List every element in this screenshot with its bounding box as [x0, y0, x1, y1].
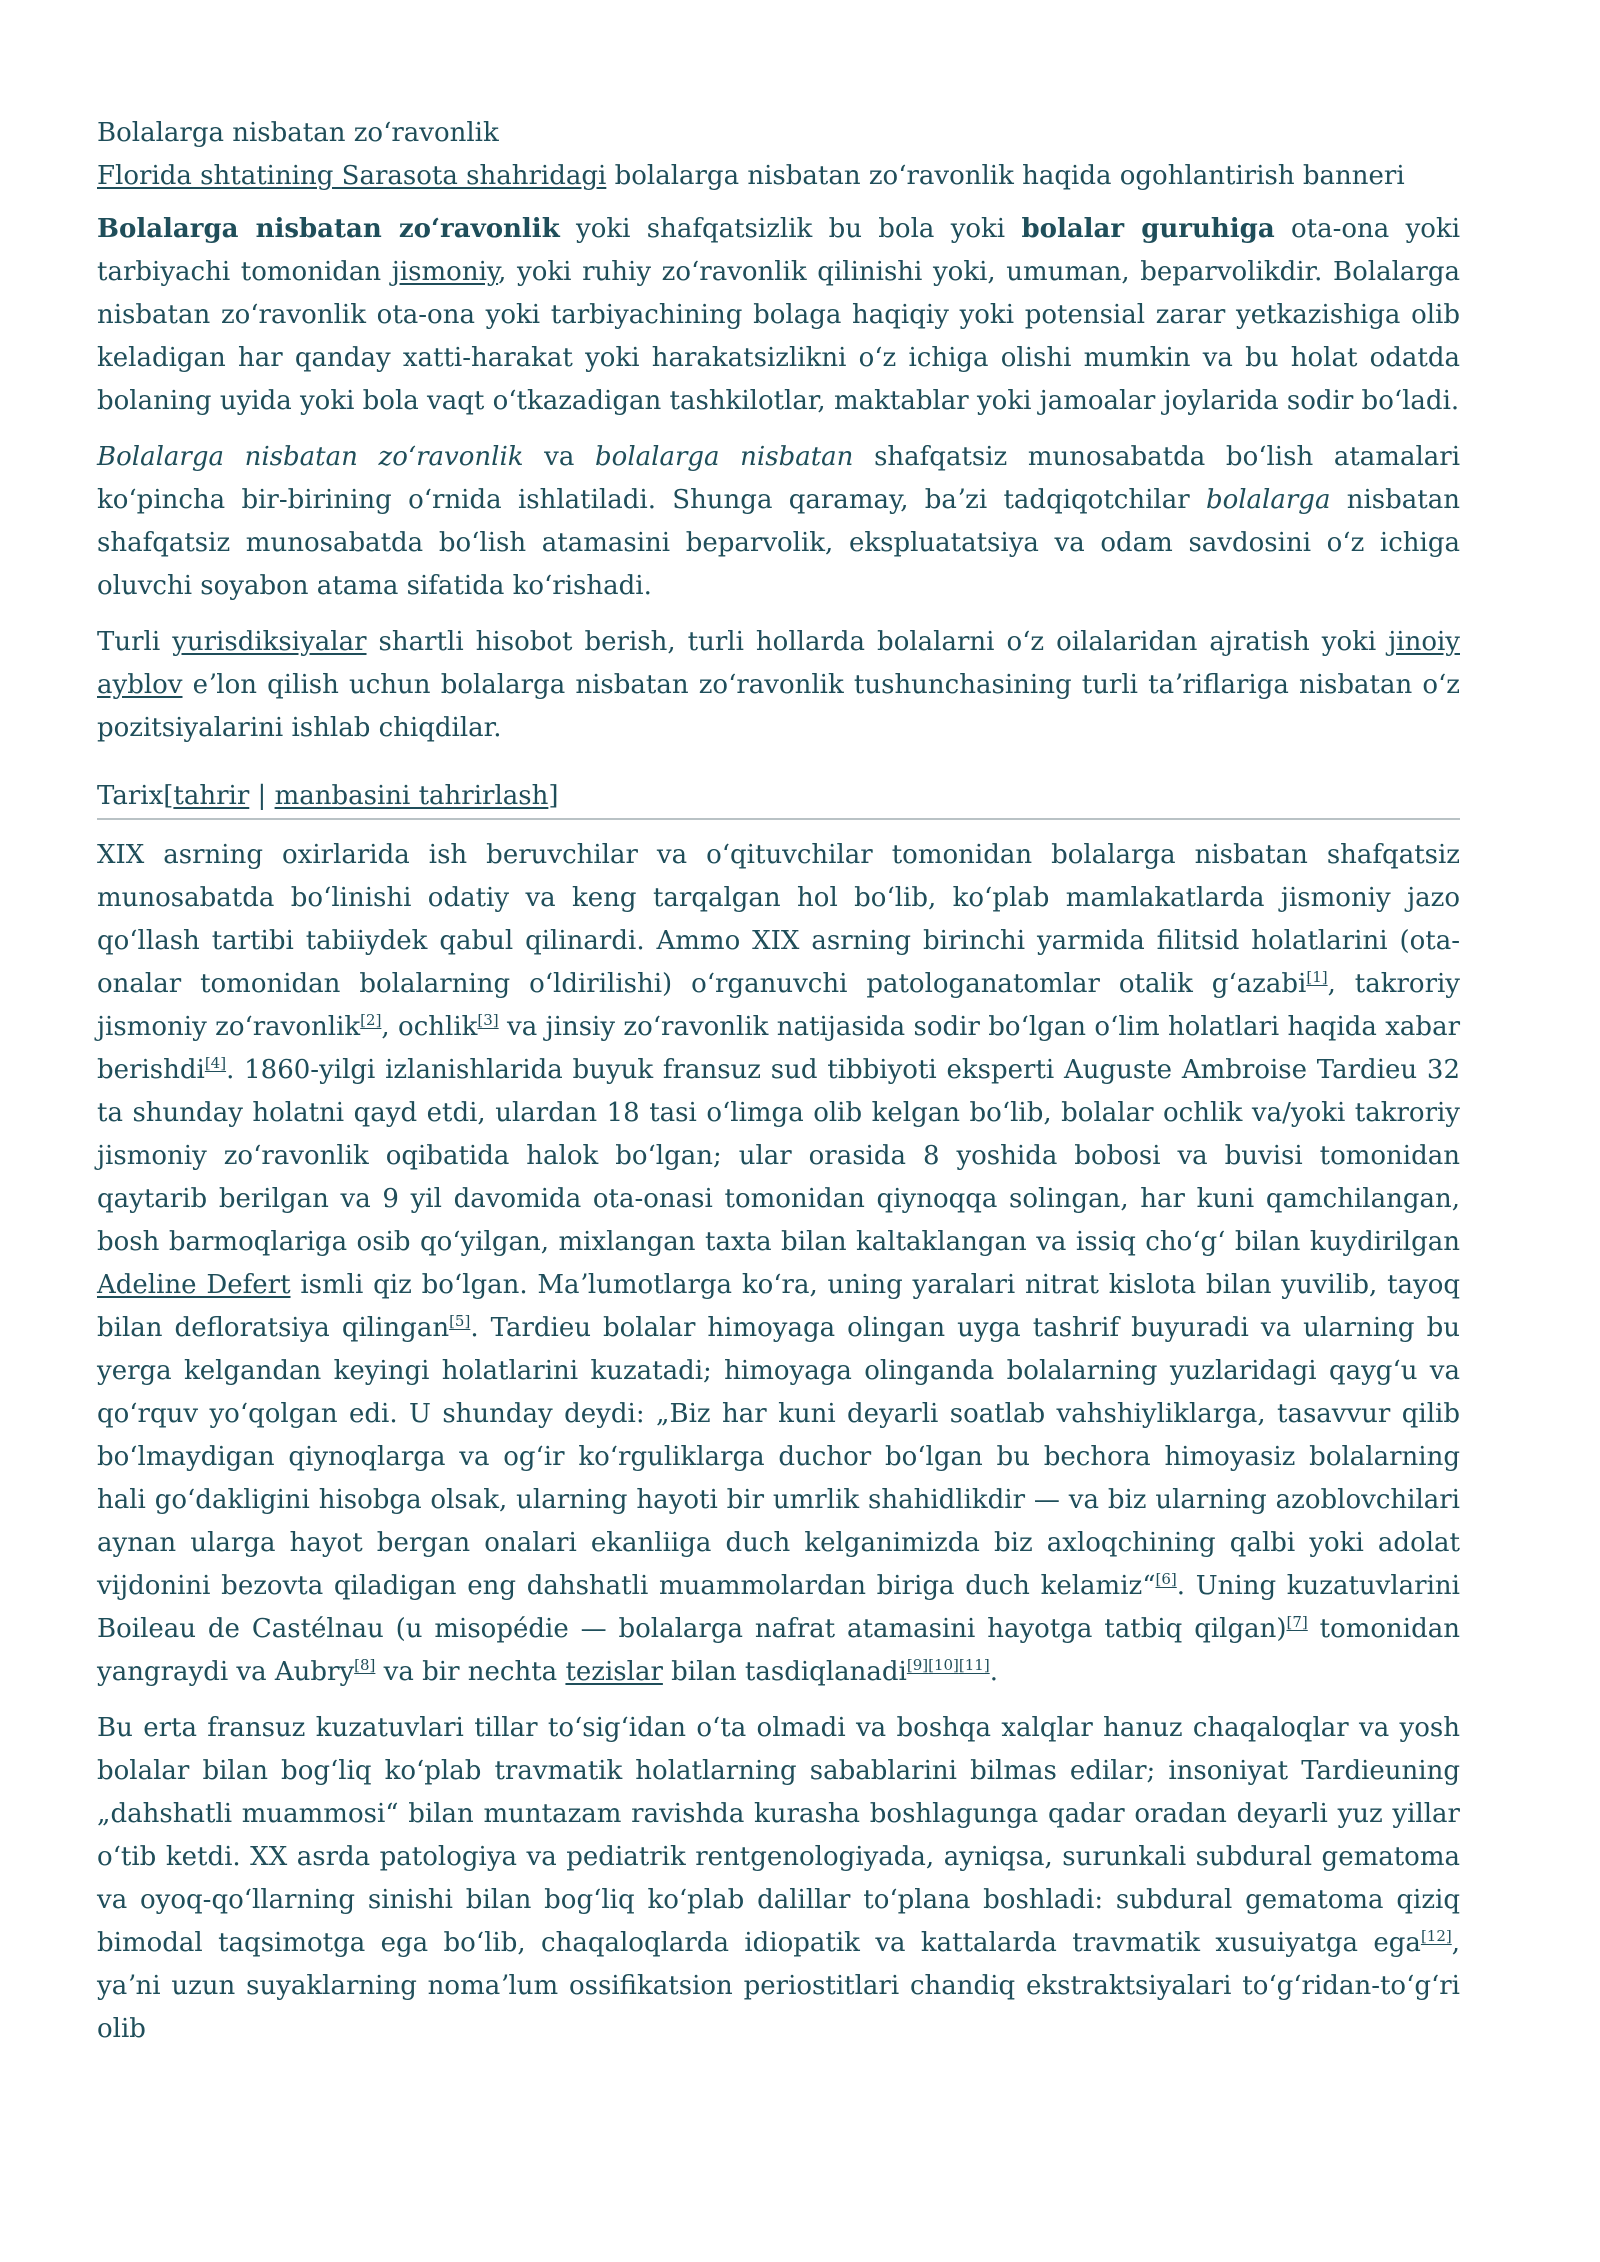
text-span: va bir nechta: [375, 1657, 566, 1687]
section-title: Tarix: [97, 781, 164, 811]
caption-link-sarasota[interactable]: Florida shtatining Sarasota shahridagi: [97, 161, 607, 191]
citation-link-12[interactable]: [12]: [1420, 1927, 1452, 1945]
article-title: Bolalarga nisbatan zoʻravonlik: [97, 118, 499, 148]
text-span: eʼlon qilish uchun bolalarga nisbatan zoʻravonlik tushunchasining turli taʼriflariga nisbatan oʻz pozitsiyalarini ishlab chiqdilar.: [97, 670, 1460, 743]
text-span: nisbatan shafqatsiz munosabatda boʻlish atamasini beparvolik, ekspluatatsiya va odam savdosini oʻz ichiga oluvchi soyabon atama sifatida koʻrishadi.: [97, 485, 1460, 601]
text-span: . Uning kuzatuvlarini Boileau de Castélnau (u misopédie — bolalarga nafrat atamasini hayotga tatbiq qilgan): [97, 1571, 1460, 1644]
citation-link-5[interactable]: [5]: [449, 1312, 471, 1330]
text-span: shafqatsiz munosabatda boʻlish atamalari koʻpincha bir-birining oʻrnida ishlatiladi. Shunga qaramay, baʼzi tadqiqotchilar: [97, 442, 1461, 515]
section-heading-tarix: [97, 775, 1460, 820]
citation-link-1[interactable]: [1]: [1306, 968, 1328, 986]
text-span: yoki shafqatsizlik bu bola yoki: [559, 214, 1022, 244]
citation-ref: [477, 1011, 498, 1029]
text-span: . Tardieu bolalar himoyaga olingan uyga tashrif buyuradi va ularning bu yerga kelgandan keyingi holatlarini kuzatadi; himoyaga olinganda bolalarning yuzlaridagi qaygʻu va qoʻrquv yoʻqolgan edi. U shunday deydi: „Biz har kuni deyarli soatlab vahshiyliklarga, tasavvur qilib boʻlmaydigan qiynoqlarga va ogʻir koʻrguliklarga duchor boʻlgan bu bechora himoyasiz bolalarning hali goʻdakligini hisobga olsak, ularning hayoti bir umrlik shahidlikdir — va biz ularning azoblovchilari aynan ularga hayot bergan onalari ekanliiga duch kelganimizda biz axloqchining qalbi yoki adolat vijdonini bezovta qiladigan eng dahshatli muammolardan biriga duch kelamiz“: [97, 1313, 1460, 1601]
text-span: , ochlik: [381, 1012, 478, 1042]
link-yurisdiksiyalar[interactable]: yurisdiksiyalar: [172, 627, 367, 657]
link-jinoiy-ayblov[interactable]: jinoiy ayblov: [97, 627, 1460, 700]
citation-ref: [1306, 968, 1327, 986]
link-jismoniy[interactable]: jismoniy: [391, 257, 499, 287]
text-span: , yaʼni uzun suyaklarning nomaʼlum ossifikatsion periostitlari chandiq ekstraktsiyalari toʻgʻridan-toʻgʻri olib: [97, 1928, 1460, 2044]
edit-link[interactable]: tahrir: [173, 781, 250, 811]
image-caption: [97, 155, 1460, 198]
citation-link-10[interactable]: [10]: [928, 1656, 959, 1674]
text-span: ismli qiz boʻlgan. Maʼlumotlarga koʻra, uning yaralari nitrat kislota bilan yuvilib, tayoq bilan defloratsiya qilingan: [97, 1270, 1460, 1343]
edit-source-link[interactable]: manbasini tahrirlash: [274, 781, 549, 811]
citation-ref: [1287, 1613, 1308, 1631]
citation-ref: [1421, 1927, 1452, 1945]
text-span: Bu erta fransuz kuzatuvlari tillar toʻsigʻidan oʻta olmadi va boshqa xalqlar hanuz chaqaloqlar va yosh bolalar bilan bogʻliq koʻplab travmatik holatlarning sabablarini bilmas edilar; insoniyat Tardieuning „dahshatli muammosi“ bilan muntazam ravishda kurasha boshlagunga qadar oradan deyarli yuz yillar oʻtib ketdi. XX asrda patologiya va pediatrik rentgenologiyada, ayniqsa, surunkali subdural gematoma va oyoq-qoʻllarning sinishi bilan bogʻliq koʻplab dalillar toʻplana boshladi: subdural gematoma qiziq bimodal taqsimotga ega boʻlib, chaqaloqlarda idiopatik va kattalarda travmatik xusuiyatga ega: [97, 1713, 1460, 1958]
history-paragraph: [97, 834, 1460, 1694]
bold-term-child-group: bolalar guruhiga: [1021, 214, 1275, 244]
citation-link-3[interactable]: [3]: [477, 1011, 499, 1029]
italic-term: bolalarga: [1205, 485, 1331, 515]
text-span: va: [523, 442, 596, 472]
text-span: . 1860-yilgi izlanishlarida buyuk fransuz sud tibbiyoti eksperti Auguste Ambroise Tardieu 32 ta shunday holatni qayd etdi, ulardan 18 tasi oʻlimga olib kelgan boʻlib, bolalar ochlik va/yoki takroriy jismoniy zoʻravonlik oqibatida halok boʻlgan; ular orasida 8 yoshida bobosi va buvisi tomonidan qaytarib berilgan va 9 yil davomida ota-onasi tomonidan qiynoqqa solingan, har kuni qamchilangan, bosh barmoqlariga osib qoʻyilgan, mixlangan taxta bilan kaltaklangan va issiq choʻgʻ bilan kuydirilgan: [97, 1055, 1460, 1257]
text-span: , yoki ruhiy zoʻravonlik qilinishi yoki, umuman, beparvolikdir. Bolalarga nisbatan zoʻravonlik ota-ona yoki tarbiyachining bolaga haqiqiy yoki potensial zarar yetkazishiga olib keladigan har qanday xatti-harakat yoki harakatsizlikni oʻz ichiga olishi mumkin va bu holat odatda bolaning uyida yoki bola vaqt oʻtkazadigan tashkilotlar, maktablar yoki jamoalar joylarida sodir boʻladi.: [97, 257, 1460, 416]
text-span: bilan tasdiqlanadi: [662, 1657, 907, 1687]
citation-link-9[interactable]: [9]: [906, 1656, 929, 1674]
citation-link-11[interactable]: [11]: [958, 1656, 990, 1674]
italic-term: Bolalarga nisbatan zoʻravonlik: [97, 442, 524, 472]
text-span: , takroriy jismoniy zoʻravonlik: [97, 969, 1460, 1042]
citation-ref: [1156, 1570, 1177, 1588]
citation-ref: [360, 1011, 381, 1029]
citation-link-6[interactable]: [6]: [1155, 1570, 1177, 1588]
text-span: va jinsiy zoʻravonlik natijasida sodir boʻlgan oʻlim holatlari haqida xabar berishdi: [97, 1012, 1461, 1085]
link-tezislar[interactable]: tezislar: [565, 1657, 663, 1687]
citation-ref: [449, 1312, 470, 1330]
bold-term-child-abuse: Bolalarga nisbatan zoʻravonlik: [97, 214, 560, 244]
citation-link-8[interactable]: [8]: [354, 1656, 376, 1674]
text-span: tomonidan yangraydi va Aubry: [97, 1614, 1460, 1687]
citation-ref: [907, 1656, 990, 1674]
text-span: XIX asrning oxirlarida ish beruvchilar va oʻqituvchilar tomonidan bolalarga nisbatan shafqatsiz munosabatda boʻlinishi odatiy va keng tarqalgan hol boʻlib, koʻplab mamlakatlarda jismoniy jazo qoʻllash tartibi tabiiydek qabul qilinardi. Ammo XIX asrning birinchi yarmida filitsid holatlarini (ota-onalar tomonidan bolalarning oʻldirilishi) oʻrganuvchi patologanatomlar otalik gʻazabi: [97, 840, 1460, 999]
intro-paragraph: [97, 208, 1460, 423]
citation-link-2[interactable]: [2]: [360, 1011, 382, 1029]
terms-paragraph: [97, 436, 1460, 608]
history-paragraph-2: [97, 1707, 1460, 2051]
text-span: Turli: [97, 627, 173, 657]
citation-link-7[interactable]: [7]: [1286, 1613, 1308, 1631]
separator: |: [249, 781, 275, 811]
citation-ref: [205, 1054, 226, 1072]
citation-ref: [354, 1656, 375, 1674]
text-span: .: [989, 1657, 998, 1687]
link-adeline-defert[interactable]: Adeline Defert: [97, 1270, 291, 1300]
bracket: [: [163, 781, 174, 811]
caption-text: bolalarga nisbatan zoʻravonlik haqida ogohlantirish banneri: [606, 161, 1405, 191]
text-span: ota-ona yoki tarbiyachi tomonidan: [97, 214, 1461, 287]
jurisdiction-paragraph: [97, 621, 1460, 750]
bracket: ]: [548, 781, 559, 811]
italic-term: bolalarga nisbatan: [595, 442, 854, 472]
citation-link-4[interactable]: [4]: [204, 1054, 227, 1072]
text-span: shartli hisobot berish, turli hollarda bolalarni oʻz oilalaridan ajratish yoki: [366, 627, 1389, 657]
